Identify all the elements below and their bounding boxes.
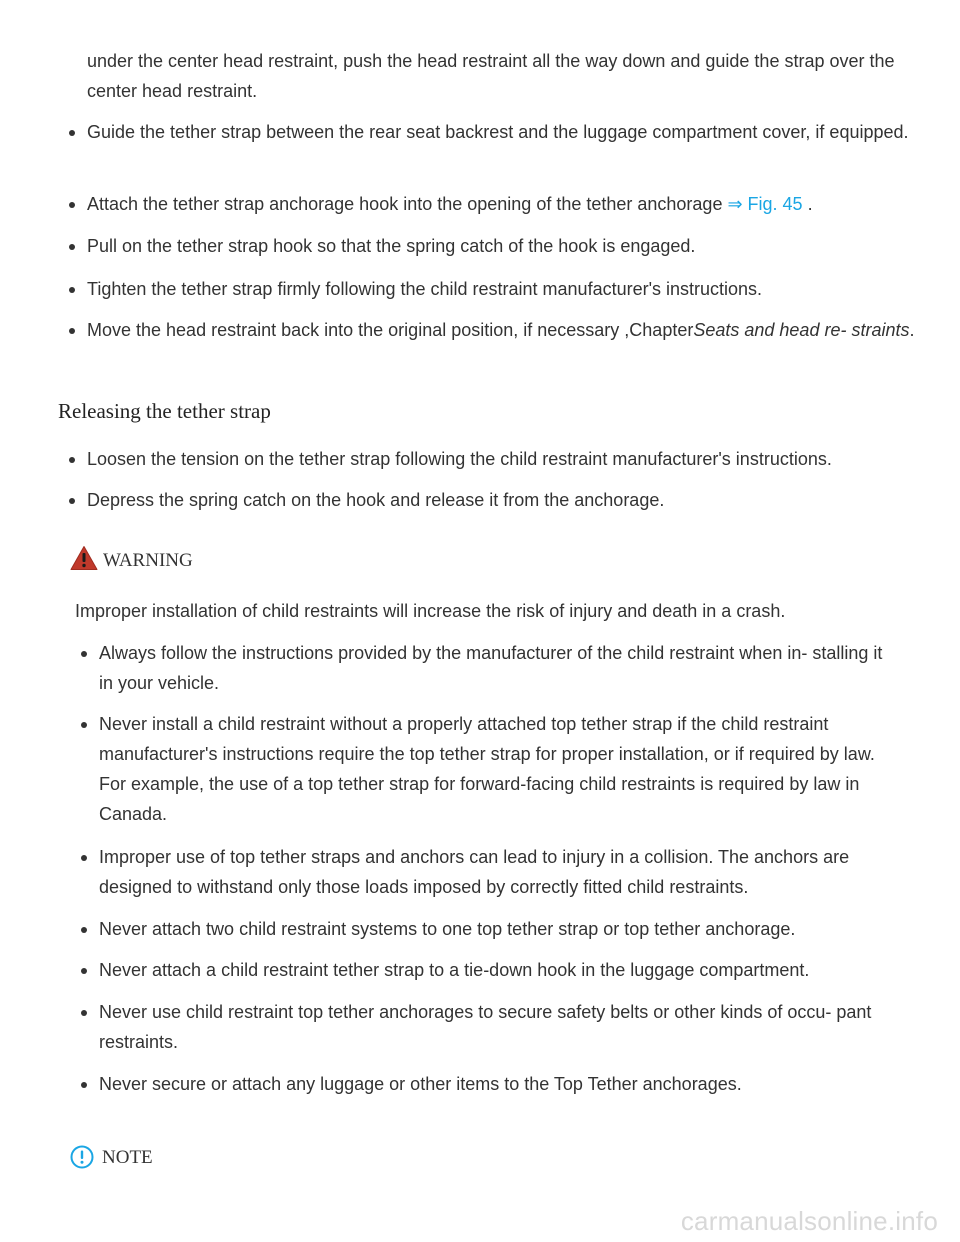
step-move-head-restraint bbox=[87, 315, 917, 345]
step-move-head-restraint-text: Move the head restraint back into the original position, if necessary ,Chapter bbox=[87, 320, 694, 340]
step-attach-hook bbox=[87, 189, 917, 219]
step-pull-hook: Pull on the tether strap hook so that the spring catch of the hook is engaged. bbox=[87, 231, 917, 261]
warning-item-safety-belts: Never use child restraint top tether anchorages to secure safety belts or other kinds of occu- pant restraints. bbox=[99, 997, 899, 1057]
watermark: carmanualsonline.info bbox=[680, 1206, 938, 1236]
note-label: NOTE bbox=[102, 1147, 153, 1168]
step-guide-strap: Guide the tether strap between the rear seat backrest and the luggage compartment cover, if equipped. bbox=[87, 117, 917, 147]
warning-item-tie-down-hook: Never attach a child restraint tether strap to a tie-down hook in the luggage compartment. bbox=[99, 955, 899, 985]
warning-label: WARNING bbox=[103, 550, 193, 571]
step-move-head-restraint-end: . bbox=[909, 320, 915, 340]
step-attach-hook-text: Attach the tether strap anchorage hook into the opening of the tether anchorage bbox=[87, 194, 728, 214]
warning-item-top-tether-required: Never install a child restraint without a properly attached top tether strap if the child restraint manufacturer's instructions require the top tether strap for proper installation, or if required by law. For example, the use of a top tether strap for forward-facing child restraints is required by law in Canada. bbox=[99, 709, 899, 829]
continued-paragraph: under the center head restraint, push the head restraint all the way down and guide the strap over the center head restraint. bbox=[87, 51, 895, 101]
release-step-loosen: Loosen the tension on the tether strap following the child restraint manufacturer's instructions. bbox=[87, 444, 917, 474]
chapter-reference: Seats and head re- straints bbox=[693, 320, 910, 340]
warning-triangle-icon bbox=[70, 545, 98, 571]
warning-item-improper-use: Improper use of top tether straps and anchors can lead to injury in a collision. The anchors are designed to withstand only those loads imposed by correctly fitted child restraints. bbox=[99, 842, 899, 902]
step-attach-hook-end: . bbox=[802, 194, 813, 214]
warning-item-follow-instructions: Always follow the instructions provided by the manufacturer of the child restraint when in- stalling it in your vehicle. bbox=[99, 638, 899, 698]
step-tighten-strap: Tighten the tether strap firmly following the child restraint manufacturer's instructions. bbox=[87, 274, 917, 304]
fig-45-link[interactable]: ⇒ Fig. 45 bbox=[727, 194, 803, 214]
warning-intro: Improper installation of child restraints will increase the risk of injury and death in a crash. bbox=[75, 601, 786, 621]
exclamation-circle-icon bbox=[70, 1145, 94, 1169]
section-heading-releasing: Releasing the tether strap bbox=[58, 399, 271, 423]
warning-item-two-systems: Never attach two child restraint systems to one top tether strap or top tether anchorage. bbox=[99, 914, 899, 944]
release-step-depress: Depress the spring catch on the hook and release it from the anchorage. bbox=[87, 485, 917, 515]
warning-item-luggage: Never secure or attach any luggage or other items to the Top Tether anchorages. bbox=[99, 1069, 899, 1099]
